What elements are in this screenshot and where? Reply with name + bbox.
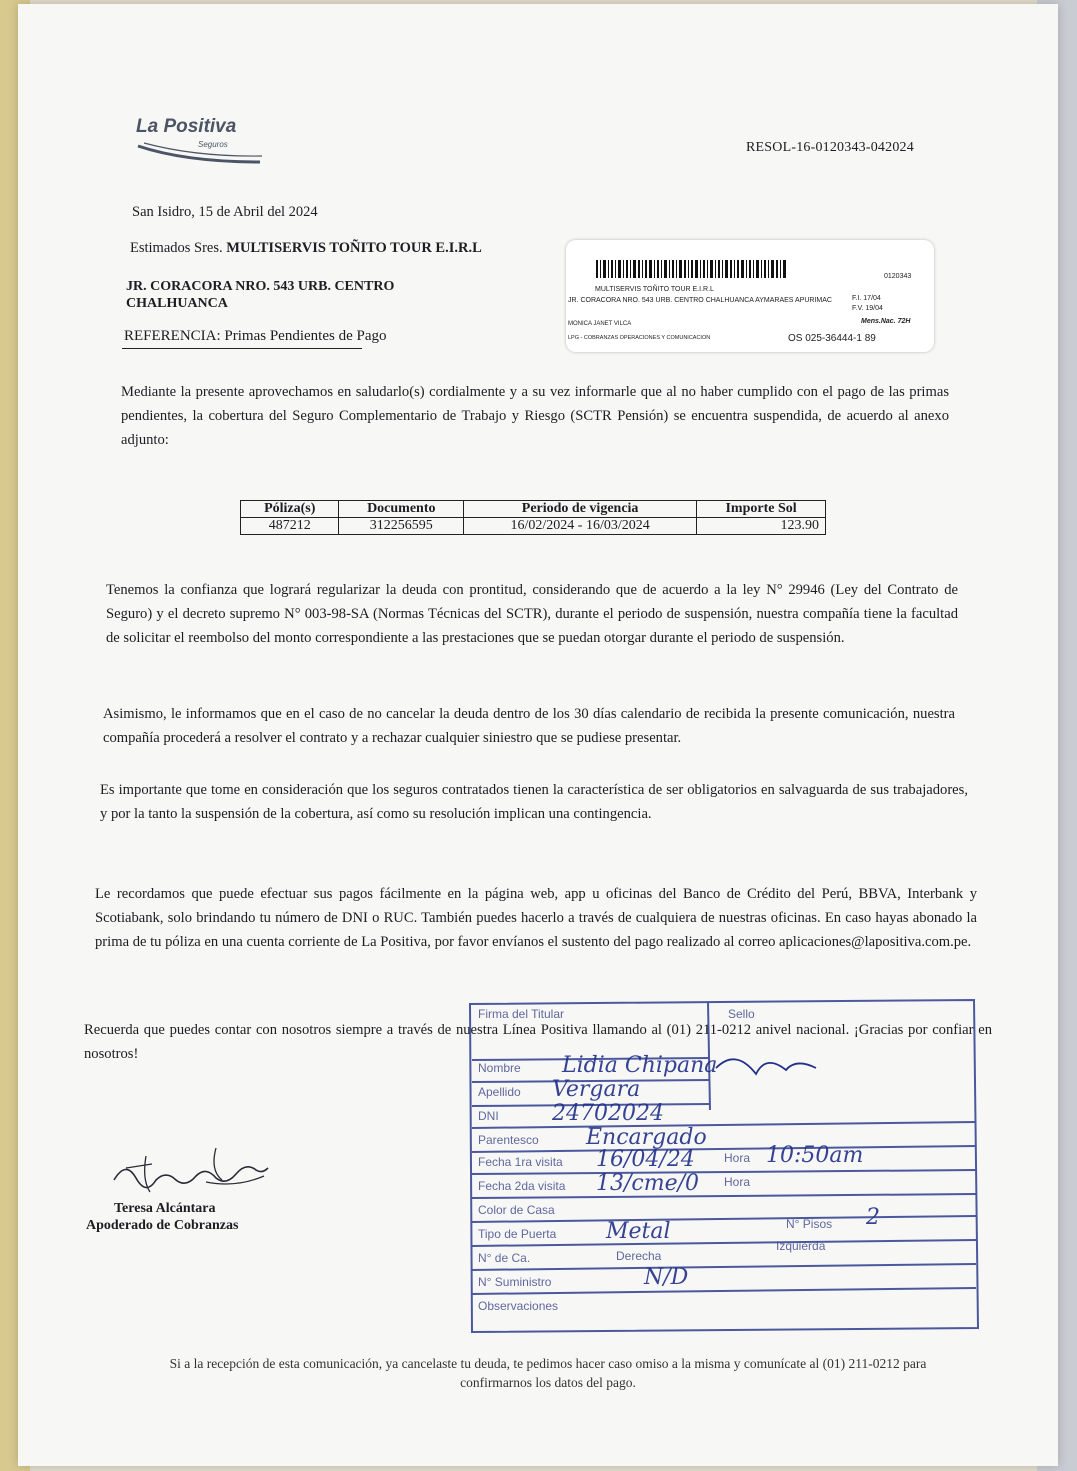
- logo-subtitle: Seguros: [198, 140, 228, 149]
- resolution-code: RESOL-16-0120343-042024: [746, 140, 914, 155]
- stamp-hora-value: 10:50am: [766, 1143, 864, 1168]
- greeting: [130, 240, 482, 257]
- greeting-prefix: Estimados Sres.: [130, 240, 227, 256]
- cell-documento: 312256595: [339, 518, 464, 535]
- mailing-label: [566, 240, 934, 352]
- col-header-poliza: Póliza(s): [241, 501, 339, 518]
- stamp-tipo-puerta-value: Metal: [606, 1219, 671, 1244]
- logo-swoosh-icon: [136, 140, 266, 170]
- label-fi: F.I. 17/04: [852, 295, 881, 302]
- stamp-apellido-value: Vergara: [552, 1077, 641, 1102]
- logo-name: La Positiva: [136, 116, 237, 137]
- stamp-nombre-value: Lidia Chipana: [562, 1053, 718, 1078]
- label-os-number: OS 025-36444-1 89: [788, 333, 876, 344]
- stamp-signature-icon: [716, 1059, 816, 1074]
- reference-line: REFERENCIA: Primas Pendientes de Pago: [124, 328, 387, 344]
- stamp-observaciones-label: Observaciones: [478, 1299, 559, 1313]
- signer-role: Apoderado de Cobranzas: [86, 1218, 239, 1233]
- label-person: MONICA JANET VILCA: [568, 321, 632, 327]
- cell-periodo: 16/02/2024 - 16/03/2024: [464, 518, 697, 535]
- letter-page: [18, 4, 1058, 1466]
- stamp-apellido-label: Apellido: [478, 1085, 521, 1099]
- signature-icon: [106, 1140, 276, 1202]
- stamp-fecha2-label: Fecha 2da visita: [478, 1179, 566, 1193]
- stamp-fecha1-label: Fecha 1ra visita: [478, 1155, 563, 1169]
- stamp-fecha2-value: 13/cme/0: [596, 1171, 700, 1196]
- cell-importe: 123.90: [697, 518, 826, 535]
- col-header-importe: Importe Sol: [697, 501, 826, 518]
- label-address: JR. CORACORA NRO. 543 URB. CENTRO CHALHUANCA AYMARAES APURIMAC: [568, 297, 832, 304]
- paragraph-1: Mediante la presente aprovechamos en saludarlo(s) cordialmente y a su vez informarle que al no haber cumplido con el pago de las primas pendientes, la cobertura del Seguro Complementario de Trabajo y Riesgo (SCTR Pensión) se encuentra suspendida, de acuerdo al anexo adjunto:: [121, 384, 949, 448]
- letter-date: San Isidro, 15 de Abril del 2024: [132, 204, 318, 220]
- stamp-sello-label: Sello: [728, 1007, 755, 1021]
- label-name: MULTISERVIS TOÑITO TOUR E.I.R.L: [595, 286, 714, 293]
- table-row: [241, 518, 826, 535]
- barcode-icon: [596, 260, 786, 278]
- stamp-nro-label: N° de Ca.: [478, 1251, 531, 1265]
- label-department: LPG - COBRANZAS OPERACIONES Y COMUNICACION: [568, 335, 711, 341]
- paragraph-4: Es importante que tome en consideración que los seguros contratados tienen la característica de ser obligatorios en salvaguarda de sus trabajadores, y por la tanto la suspensión de la cobertura, así como su resolución implican una contingencia.: [100, 782, 968, 822]
- table-header-row: [241, 501, 826, 518]
- recipient-address: JR. CORACORA NRO. 543 URB. CENTRO CHALHUANCA: [126, 279, 395, 311]
- stamp-dni-label: DNI: [478, 1109, 499, 1123]
- stamp-fecha1-value: 16/04/24: [596, 1147, 695, 1172]
- paragraph-6: Recuerda que puedes contar con nosotros siempre a través de nuestra Línea Positiva llamando al (01) 211-0212 anivel nacional. ¡Gracias por confiar en nosotros!: [84, 1022, 992, 1062]
- stamp-pisos-label: N° Pisos: [786, 1217, 833, 1231]
- stamp-hora2-label: Hora: [724, 1175, 751, 1189]
- reference-underline: [122, 348, 362, 349]
- stamp-dni-value: 24702024: [552, 1101, 664, 1126]
- policy-table: [240, 500, 826, 535]
- paragraph-2: Tenemos la confianza que logrará regularizar la deuda con prontitud, considerando que de acuerdo a la ley N° 29946 (Ley del Contrato de Seguro) y el decreto supremo N° 003-98-SA (Normas Técnicas del SCTR), durante el periodo de suspensión, nuestra compañía tiene la facultad de solicitar el reembolso del monto correspondiente a las prestaciones que se puedan otorgar durante el periodo de suspensión.: [106, 582, 958, 646]
- stamp-color-label: Color de Casa: [478, 1203, 555, 1217]
- stamp-derecha-label: Derecha: [616, 1249, 662, 1263]
- col-header-periodo: Periodo de vigencia: [464, 501, 697, 518]
- paragraph-5: Le recordamos que puede efectuar sus pagos fácilmente en la página web, app u oficinas del Banco de Crédito del Perú, BBVA, Interbank y Scotiabank, solo brindando tu número de DNI o RUC. También puedes hacerlo a través de cualquiera de nuestras oficinas. En caso hayas abonado la prima de tu póliza en una cuenta corriente de La Positiva, por favor envíanos el sustento del pago realizado al correo aplicaciones@lapositiva.com.pe.: [95, 886, 977, 950]
- stamp-suministro-label: N° Suministro: [478, 1275, 552, 1289]
- stamp-parentesco-label: Parentesco: [478, 1133, 539, 1147]
- signer-name: Teresa Alcántara: [114, 1201, 216, 1216]
- stamp-pisos-value: 2: [866, 1205, 880, 1230]
- label-code: 0120343: [884, 273, 912, 280]
- cell-poliza: 487212: [241, 518, 339, 535]
- paragraph-3: Asimismo, le informamos que en el caso de no cancelar la deuda dentro de los 30 días calendario de recibida la presente comunicación, nuestra compañía procederá a resolver el contrato y a rechazar cualquier siniestro que se pudiese presentar.: [103, 706, 955, 746]
- stamp-nombre-label: Nombre: [478, 1061, 521, 1075]
- stamp-izquierda-label: Izquierda: [776, 1239, 826, 1253]
- stamp-parentesco-value: Encargado: [586, 1125, 707, 1150]
- company-logo: [136, 116, 276, 172]
- label-fv: F.V. 19/04: [852, 305, 883, 312]
- label-mens: Mens.Nac. 72H: [861, 318, 911, 325]
- stamp-firma-label: Firma del Titular: [478, 1007, 565, 1021]
- stamp-hora-label: Hora: [724, 1151, 751, 1165]
- col-header-documento: Documento: [339, 501, 464, 518]
- recipient-name: MULTISERVIS TOÑITO TOUR E.I.R.L: [226, 240, 482, 256]
- footer-note: Si a la recepción de esta comunicación, ya cancelaste tu deuda, te pedimos hacer caso omiso a la misma y comunícate al (01) 211-0212 para confirmarnos los datos del pago.: [169, 1356, 927, 1390]
- stamp-suministro-value: N/D: [644, 1265, 689, 1290]
- delivery-stamp: [466, 998, 986, 1338]
- stamp-tipo-puerta-label: Tipo de Puerta: [478, 1227, 557, 1241]
